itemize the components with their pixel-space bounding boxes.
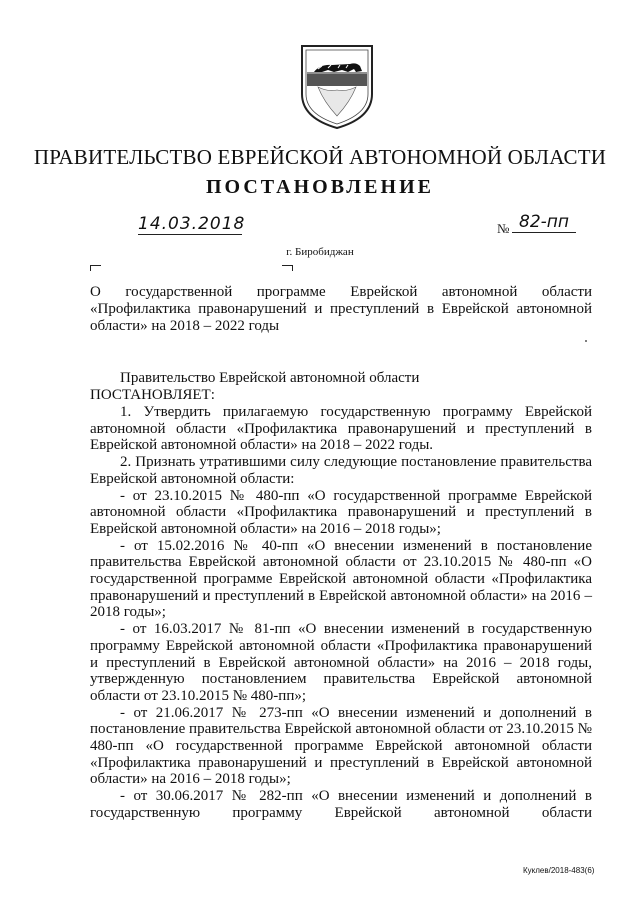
corner-mark-right: [282, 265, 293, 271]
government-title: ПРАВИТЕЛЬСТВО ЕВРЕЙСКОЙ АВТОНОМНОЙ ОБЛАСТИ: [33, 145, 607, 169]
document-type-title: ПОСТАНОВЛЕНИЕ: [206, 176, 434, 198]
list-item-480: - от 23.10.2015 № 480-пп «О государственной программе Еврейской автономной области «Профилактика правонарушений и преступлений в Еврейской автономной области» на 2016 – 2018 годы»;: [90, 487, 592, 537]
list-item-282: - от 30.06.2017 № 282-пп «О внесении изменений и дополнений в государственную программу Еврейской автономной области: [90, 788, 592, 821]
paragraph-1: 1. Утвердить прилагаемую государственную программу Еврейской автономной области «Профилактика правонарушений и преступлений в Еврейской автономной области» на 2018 – 2022 годы.: [90, 404, 592, 454]
document-subject: О государственной программе Еврейской автономной области «Профилактика правонарушений и преступлений в Еврейской автономной области» на 2018 – 2022 годы: [90, 284, 592, 334]
footer-code: Куклев/2018-483(6): [523, 866, 595, 875]
list-item-273: - от 21.06.2017 № 273-пп «О внесении изменений и дополнений в постановление правительства Еврейской автономной области от 23.10.2015 № 480-пп «О государственной программе Еврейской автономной области «Профилактика правонарушений и преступлений в Еврейской автономной области» на 2016 – 2018 годы»;: [90, 704, 592, 788]
handwritten-date: 14.03.2018: [138, 214, 246, 234]
scan-speck: [585, 340, 587, 342]
handwritten-document-number: 82-пп: [512, 212, 576, 233]
paragraph-2: 2. Признать утратившими силу следующие постановление правительства Еврейской автономной области:: [90, 454, 592, 487]
number-sign: №: [497, 221, 510, 236]
list-item-40: - от 15.02.2016 № 40-пп «О внесении изменений в постановление правительства Еврейской автономной области от 23.10.2015 № 480-пп «О государственной программе Еврейской автономной области «Профилактика правонарушений и преступлений в Еврейской автономной области» на 2016 – 2018 годы»;: [90, 537, 592, 621]
resolves-heading: ПОСТАНОВЛЯЕТ:: [90, 387, 215, 403]
corner-mark-left: [90, 265, 101, 271]
document-body: [90, 404, 592, 822]
list-item-81: - от 16.03.2017 № 81-пп «О внесении изменений в государственную программу Еврейской автономной области «Профилактика правонарушений и преступлений в Еврейской автономной области» на 2016 – 2018 годы, утвержденную постановлением правительства Еврейской автономной области от 23.10.2015 № 480-пп»;: [90, 621, 592, 704]
preamble: Правительство Еврейской автономной области: [120, 370, 420, 386]
city-label: г. Биробиджан: [286, 246, 354, 258]
tiger-coat-of-arms-icon: [298, 42, 376, 132]
